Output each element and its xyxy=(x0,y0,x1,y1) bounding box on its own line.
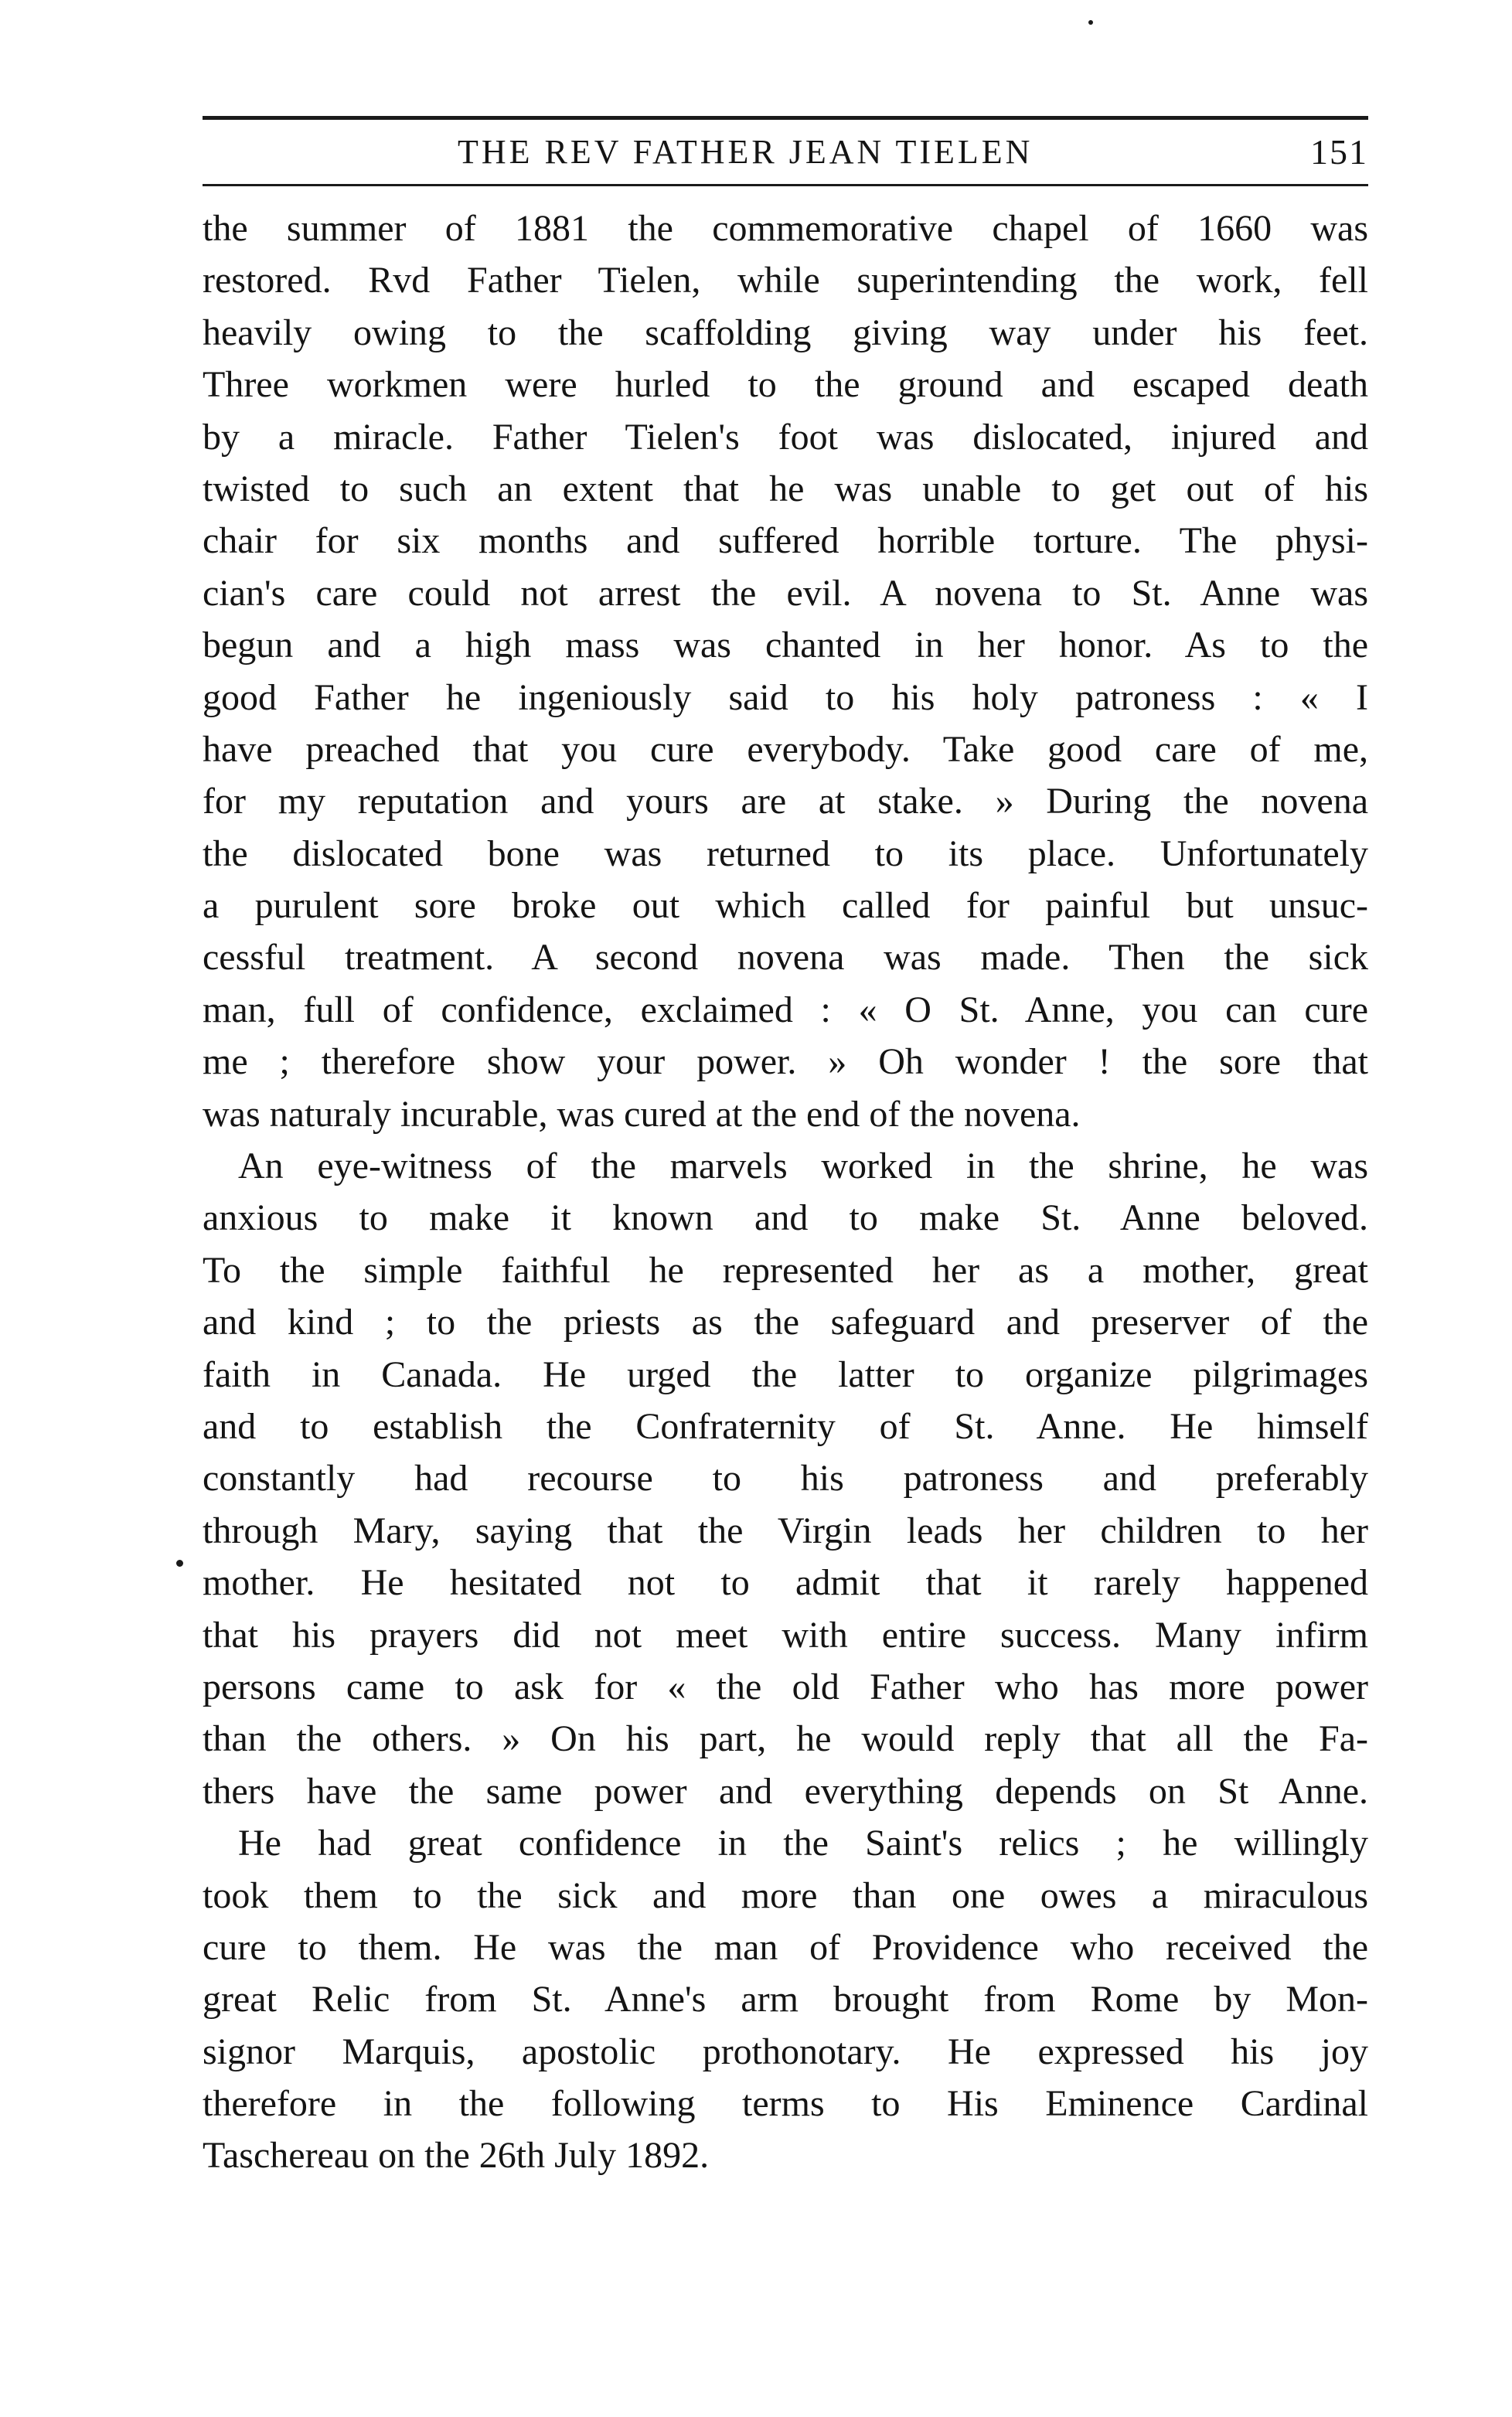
text-line: have preached that you cure everybody. Take good care of me, xyxy=(203,728,1368,770)
text-line: begun and a high mass was chanted in her honor. As to the xyxy=(203,625,1368,666)
page-number: 151 xyxy=(1310,132,1368,172)
header-top-rule xyxy=(203,116,1368,120)
text-line: and kind ; to the priests as the safeguard and preserver of the xyxy=(203,1302,1368,1343)
text-line: good Father he ingeniously said to his holy patroness : « I xyxy=(203,676,1368,718)
text-line: the dislocated bone was returned to its place. Unfortunately xyxy=(203,832,1368,874)
text-line: and to establish the Confraternity of St. Anne. He himself xyxy=(203,1405,1368,1447)
paragraph-start-line: An eye-witness of the marvels worked in the shrine, he was xyxy=(238,1146,1368,1187)
running-header xyxy=(203,128,1368,176)
text-line: cessful treatment. A second novena was made. Then the sick xyxy=(203,937,1368,979)
running-title: THE REV FATHER JEAN TIELEN xyxy=(458,133,1034,171)
text-line: took them to the sick and more than one owes a miraculous xyxy=(203,1874,1368,1916)
margin-dot xyxy=(176,1560,183,1567)
text-line: chair for six months and suffered horrible torture. The physi- xyxy=(203,520,1368,562)
text-line: thers have the same power and everything depends on St Anne. xyxy=(203,1770,1368,1812)
text-line: cian's care could not arrest the evil. A novena to St. Anne was xyxy=(203,572,1368,614)
paragraph-start-line: He had great confidence in the Saint's relics ; he willingly xyxy=(238,1823,1368,1864)
text-line: cure to them. He was the man of Providence who received the xyxy=(203,1926,1368,1968)
text-line: heavily owing to the scaffolding giving way under his feet. xyxy=(203,311,1368,353)
text-line: persons came to ask for « the old Father who has more power xyxy=(203,1666,1368,1707)
ink-speck xyxy=(1088,20,1093,25)
text-line: restored. Rvd Father Tielen, while superintending the work, fell xyxy=(203,260,1368,301)
text-line: me ; therefore show your power. » Oh wonder ! the sore that xyxy=(203,1041,1368,1083)
text-line: faith in Canada. He urged the latter to organize pilgrimages xyxy=(203,1353,1368,1395)
text-line: than the others. » On his part, he would reply that all the Fa- xyxy=(203,1718,1368,1760)
text-line: through Mary, saying that the Virgin leads her children to her xyxy=(203,1510,1368,1551)
text-line: great Relic from St. Anne's arm brought from Rome by Mon- xyxy=(203,1979,1368,2020)
text-line: constantly had recourse to his patroness and preferably xyxy=(203,1458,1368,1500)
text-line: twisted to such an extent that he was unable to get out of his xyxy=(203,468,1368,509)
text-line: anxious to make it known and to make St. Anne beloved. xyxy=(203,1197,1368,1239)
text-line: man, full of confidence, exclaimed : « O St. Anne, you can cure xyxy=(203,989,1368,1030)
text-line: Three workmen were hurled to the ground and escaped death xyxy=(203,364,1368,406)
text-line: that his prayers did not meet with entire success. Many infirm xyxy=(203,1614,1368,1656)
paragraph-end-line: was naturaly incurable, was cured at the end of the novena. xyxy=(203,1093,1081,1135)
paragraph-end-line: Taschereau on the 26th July 1892. xyxy=(203,2135,710,2177)
text-line: for my reputation and yours are at stake. » During the novena xyxy=(203,781,1368,822)
text-line: the summer of 1881 the commemorative chapel of 1660 was xyxy=(203,208,1368,249)
text-line: To the simple faithful he represented her as a mother, great xyxy=(203,1249,1368,1291)
text-line: a purulent sore broke out which called for painful but unsuc- xyxy=(203,885,1368,927)
header-bottom-rule xyxy=(203,184,1368,186)
text-line: signor Marquis, apostolic prothonotary. He expressed his joy xyxy=(203,2031,1368,2072)
text-line: by a miracle. Father Tielen's foot was dislocated, injured and xyxy=(203,416,1368,458)
text-line: therefore in the following terms to His Eminence Cardinal xyxy=(203,2083,1368,2125)
body-text xyxy=(203,203,1368,2182)
text-line: mother. He hesitated not to admit that it rarely happened xyxy=(203,1562,1368,1604)
